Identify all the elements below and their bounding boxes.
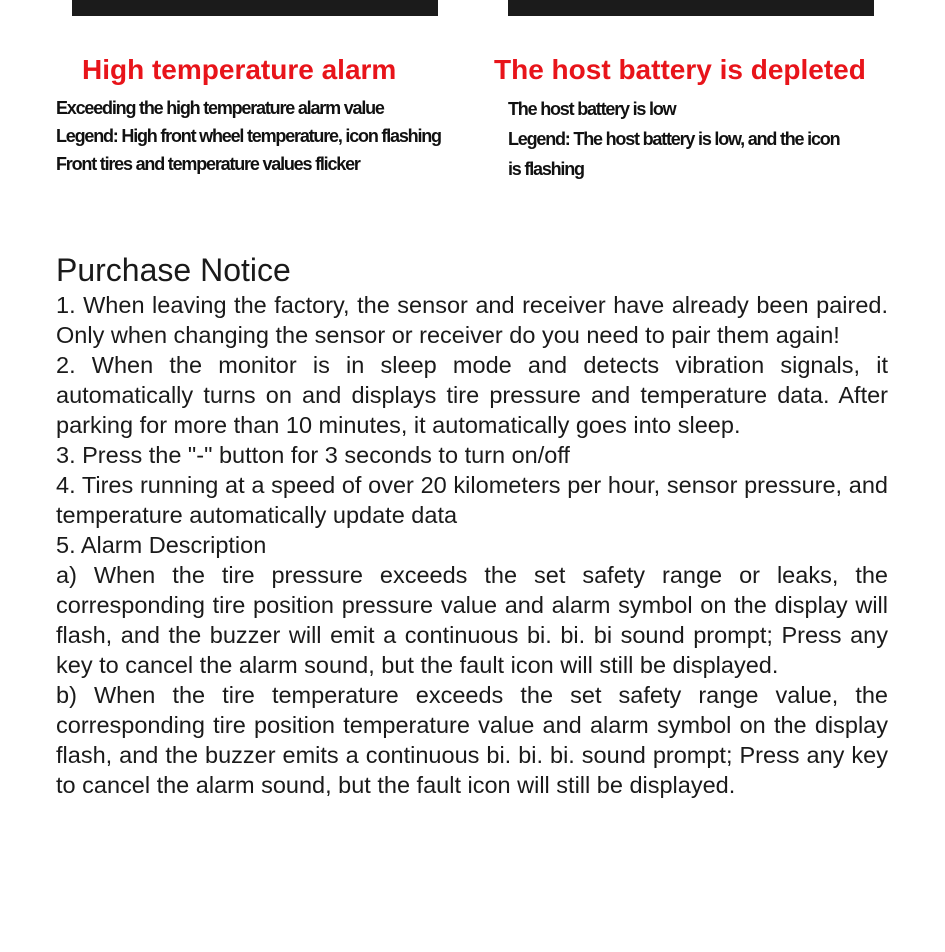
battery-depleted-title: The host battery is depleted (494, 54, 866, 85)
purchase-notice-section (56, 250, 888, 800)
notice-item-sleep-mode: 2. When the monitor is in sleep mode and detects vibration signals, it automatically turns on and displays tire pressure and temperature data. After parking for more than 10 minutes, it automatically goes into sleep. (56, 352, 888, 438)
battery-depleted-section (494, 52, 914, 184)
notice-item-temperature-alarm: b) When the tire temperature exceeds the set safety range value, the corresponding tire position temperature value and alarm symbol on the display flash, and the buzzer emits a continuous bi. bi. bi. sound prompt; Press any key to cancel the alarm sound, but the fault icon will still be displayed. (56, 682, 888, 798)
battery-description-line: is flashing (508, 159, 584, 179)
battery-description-line: The host battery is low (508, 99, 676, 119)
battery-depleted-description (494, 94, 914, 184)
top-image-bar-left (72, 0, 438, 16)
alarm-description-line: Legend: High front wheel temperature, icon flashing (56, 126, 441, 146)
notice-item-pressure-alarm: a) When the tire pressure exceeds the set safety range or leaks, the corresponding tire position pressure value and alarm symbol on the display will flash, and the buzzer will emit a continuous bi. bi. bi sound prompt; Press any key to cancel the alarm sound, but the fault icon will still be displayed. (56, 562, 888, 678)
notice-item-alarm-description: 5. Alarm Description (56, 532, 267, 558)
purchase-notice-title: Purchase Notice (56, 252, 291, 288)
high-temperature-alarm-description (56, 94, 486, 178)
notice-item-power-button: 3. Press the "-" button for 3 seconds to turn on/off (56, 442, 570, 468)
alarm-description-line: Exceeding the high temperature alarm value (56, 98, 384, 118)
high-temperature-alarm-section (56, 52, 486, 178)
notice-item-pairing: 1. When leaving the factory, the sensor and receiver have already been paired. Only when changing the sensor or receiver do you need to pair them again! (56, 292, 888, 348)
notice-item-data-update: 4. Tires running at a speed of over 20 kilometers per hour, sensor pressure, and temperature automatically update data (56, 472, 888, 528)
battery-description-line: Legend: The host battery is low, and the icon (508, 129, 840, 149)
top-image-bar-right (508, 0, 874, 16)
alarm-description-line: Front tires and temperature values flicker (56, 154, 360, 174)
high-temperature-alarm-title: High temperature alarm (82, 54, 397, 85)
